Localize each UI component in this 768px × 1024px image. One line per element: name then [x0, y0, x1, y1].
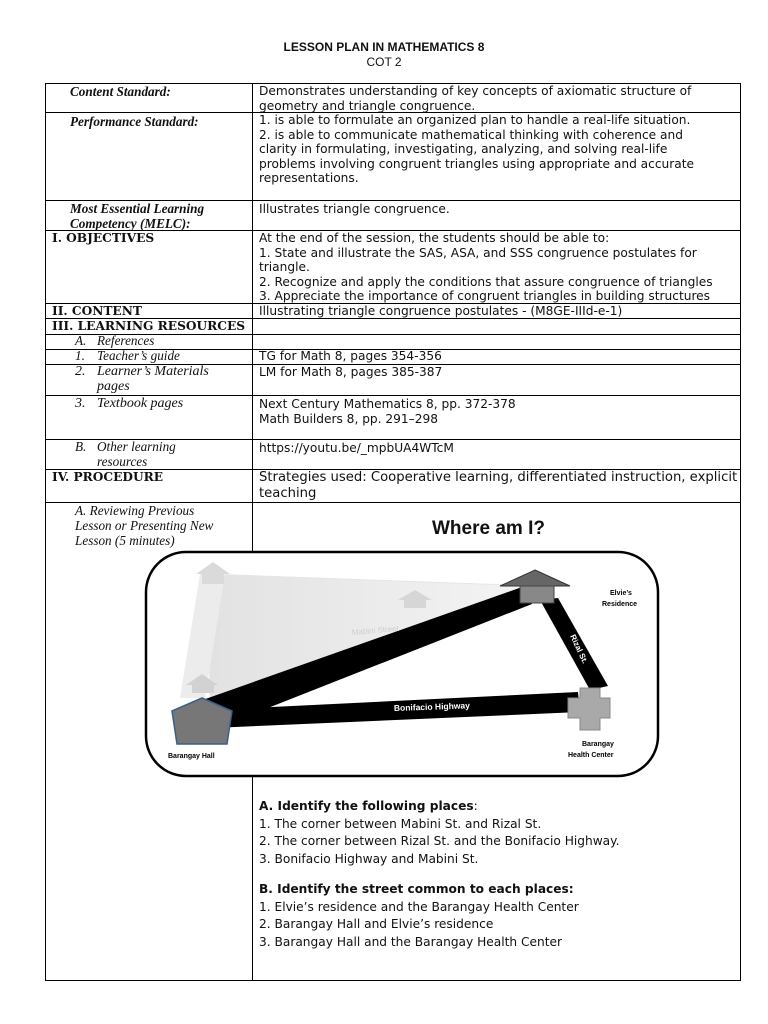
text-line: Math Builders 8, pp. 291–298	[259, 411, 439, 426]
text-line: geometry and triangle congruence.	[259, 98, 476, 113]
textbook-pages-value	[259, 397, 516, 426]
learning-resources-label: III. LEARNING RESOURCES	[52, 319, 246, 333]
text-line: Next Century Mathematics 8, pp. 372-378	[259, 397, 516, 411]
text-line: triangle.	[259, 260, 310, 274]
list-text: Teacher’s guide	[97, 348, 180, 363]
list-text: Other learning	[97, 439, 176, 454]
rizal-street-label: Rizal St.	[568, 633, 590, 666]
list-item: 3. Bonifacio Highway and Mabini St.	[259, 851, 479, 866]
youtube-link[interactable]: https://youtu.be/_mpbUA4WTcM	[259, 441, 454, 455]
learners-materials-label	[75, 365, 209, 394]
text-line: Lesson (5 minutes)	[75, 533, 175, 548]
text-line: teaching	[259, 486, 317, 501]
text-line: clarity in formulating, investigating, analyzing, and solving real-life	[259, 142, 668, 156]
list-item: 1. Elvie’s residence and the Barangay Health Center	[259, 899, 579, 914]
list-text: pages	[97, 378, 130, 394]
mabini-street-label: Mabini Street	[351, 623, 400, 637]
text-line: Competency (MELC):	[70, 216, 191, 231]
list-number: 3.	[75, 396, 86, 411]
part-a	[259, 798, 620, 868]
textbook-pages-label	[75, 397, 183, 412]
bonifacio-highway-label: Bonifacio Highway	[393, 700, 471, 713]
list-number: 2.	[75, 364, 86, 379]
content-standard-value	[259, 84, 691, 113]
text-line: 2. Recognize and apply the conditions that assure congruence of triangles	[259, 274, 713, 289]
content-standard-label: Content Standard:	[70, 84, 171, 99]
text-line: representations.	[259, 171, 359, 185]
text-line: A. Reviewing Previous	[75, 503, 195, 518]
list-item: 2. Barangay Hall and Elvie’s residence	[259, 917, 494, 931]
other-resources-label	[75, 440, 176, 469]
faded-house-icon	[404, 600, 426, 608]
procedure-value	[259, 470, 737, 502]
text-line: 2. is able to communicate mathematical thinking with coherence and	[259, 127, 683, 142]
document-title: LESSON PLAN IN MATHEMATICS 8	[283, 40, 485, 54]
faded-house-icon	[192, 685, 214, 693]
part-b-heading: B. Identify the street common to each places:	[259, 882, 574, 896]
teachers-guide-value: TG for Math 8, pages 354-356	[259, 349, 442, 363]
part-b	[259, 881, 579, 951]
references-label	[75, 334, 154, 349]
list-text: resources	[97, 453, 148, 469]
part-a-heading	[259, 798, 620, 816]
document-subtitle: COT 2	[366, 55, 402, 69]
teachers-guide-label	[75, 349, 180, 364]
list-number: B.	[75, 439, 87, 454]
content-value: Illustrating triangle congruence postulates - (M8GE-IIId-e-1)	[259, 304, 623, 318]
text-line: 1. State and illustrate the SAS, ASA, and SSS congruence postulates for	[259, 245, 697, 260]
elvies-residence-label: Residence	[602, 601, 638, 608]
procedure-label: IV. PROCEDURE	[52, 470, 164, 484]
list-text: Learner’s Materials	[97, 364, 209, 379]
melc-label	[70, 201, 204, 231]
text-line: Most Essential Learning	[70, 201, 205, 216]
text-line: 3. Appreciate the importance of congruent triangles in building structures	[259, 289, 711, 303]
list-item: 2. The corner between Rizal St. and the Bonifacio Highway.	[259, 834, 620, 848]
health-center-label: Health Center	[568, 752, 614, 759]
list-item: 1. The corner between Mabini St. and Rizal St.	[259, 816, 542, 831]
text-line: problems involving congruent triangles using appropriate and accurate	[259, 156, 695, 171]
column-divider	[252, 83, 253, 981]
barangay-hall-label: Barangay Hall	[168, 753, 215, 760]
content-label: II. CONTENT	[52, 304, 142, 318]
list-text: References	[97, 333, 155, 348]
list-text: Textbook pages	[97, 396, 184, 411]
elvies-residence-body	[520, 586, 554, 603]
performance-standard-value	[259, 113, 694, 186]
objectives-value	[259, 231, 713, 304]
text-line: Demonstrates understanding of key concepts of axiomatic structure of	[259, 84, 692, 98]
list-item: 3. Barangay Hall and the Barangay Health Center	[259, 934, 563, 949]
health-center-label: Barangay	[582, 741, 614, 748]
text-line: 1. is able to formulate an organized plan to handle a real-life situation.	[259, 113, 691, 127]
list-number: 1.	[75, 348, 85, 363]
elvies-residence-label: Elvie’s	[610, 590, 632, 597]
text-line: Strategies used: Cooperative learning, differentiated instruction, explicit	[259, 470, 738, 485]
performance-standard-label: Performance Standard:	[70, 114, 199, 129]
text-line: Lesson or Presenting New	[75, 518, 214, 533]
melc-value: Illustrates triangle congruence.	[259, 202, 450, 216]
map-diagram	[140, 548, 670, 780]
activity-title: Where am I?	[432, 518, 545, 539]
heading-text: A. Identify the following places	[259, 799, 474, 813]
text-line: At the end of the session, the students should be able to:	[259, 231, 610, 245]
faded-house-icon	[202, 574, 224, 584]
learners-materials-value: LM for Math 8, pages 385-387	[259, 365, 443, 379]
objectives-label: I. OBJECTIVES	[52, 231, 155, 245]
list-number: A.	[75, 333, 87, 348]
heading-colon: :	[473, 799, 478, 813]
reviewing-label	[75, 503, 213, 548]
